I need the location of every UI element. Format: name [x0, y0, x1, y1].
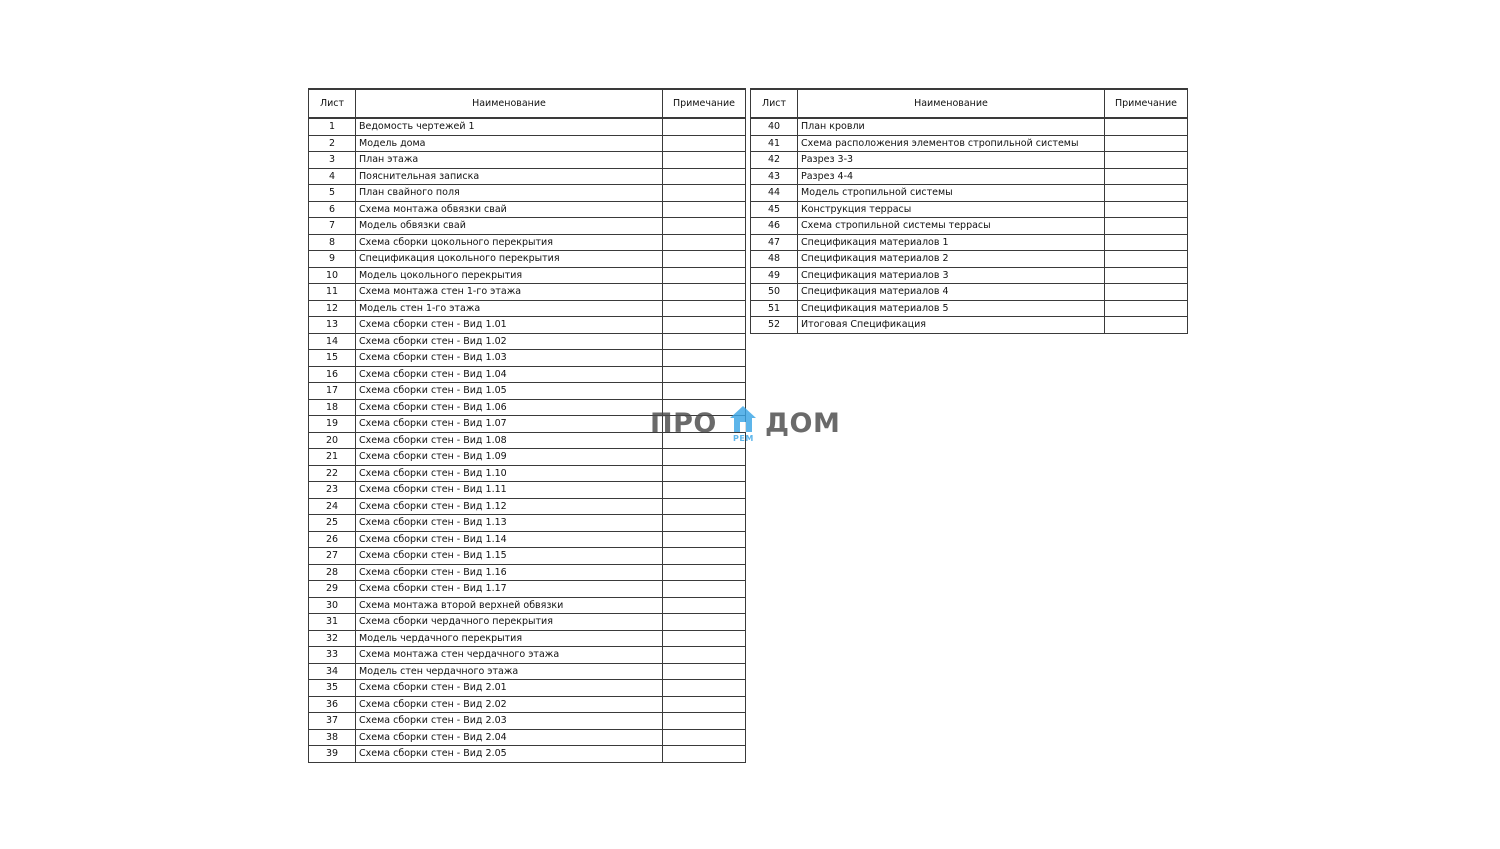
sheet-note-cell: [1105, 118, 1188, 135]
sheet-name-cell: Модель обвязки свай: [356, 218, 663, 235]
table-row: [309, 581, 746, 598]
sheet-number-cell: 43: [751, 168, 798, 185]
table-row: [309, 152, 746, 169]
sheet-note-cell: [1105, 168, 1188, 185]
sheet-name-cell: Схема сборки стен - Вид 1.09: [356, 449, 663, 466]
table-row: [309, 597, 746, 614]
sheet-name-cell: Схема сборки стен - Вид 1.06: [356, 399, 663, 416]
table-header-row: [309, 89, 746, 118]
sheet-note-cell: [663, 284, 746, 301]
header-name: Наименование: [798, 89, 1105, 118]
sheet-name-cell: Схема сборки стен - Вид 2.04: [356, 729, 663, 746]
sheet-number-cell: 31: [309, 614, 356, 631]
sheet-number-cell: 30: [309, 597, 356, 614]
sheet-note-cell: [663, 118, 746, 135]
sheet-name-cell: Схема расположения элементов стропильной системы: [798, 135, 1105, 152]
sheet-number-cell: 3: [309, 152, 356, 169]
sheet-number-cell: 4: [309, 168, 356, 185]
table-row: [309, 267, 746, 284]
sheet-number-cell: 25: [309, 515, 356, 532]
sheet-number-cell: 47: [751, 234, 798, 251]
sheet-note-cell: [663, 515, 746, 532]
sheet-number-cell: 1: [309, 118, 356, 135]
table-row: [751, 300, 1188, 317]
table-row: [309, 234, 746, 251]
sheet-number-cell: 42: [751, 152, 798, 169]
sheet-number-cell: 36: [309, 696, 356, 713]
sheet-number-cell: 48: [751, 251, 798, 268]
sheet-note-cell: [1105, 234, 1188, 251]
sheet-note-cell: [663, 350, 746, 367]
sheet-number-cell: 10: [309, 267, 356, 284]
sheet-name-cell: Схема сборки стен - Вид 1.03: [356, 350, 663, 367]
header-note: Примечание: [663, 89, 746, 118]
sheet-name-cell: Схема сборки стен - Вид 1.15: [356, 548, 663, 565]
sheet-name-cell: Схема сборки цокольного перекрытия: [356, 234, 663, 251]
sheet-number-cell: 6: [309, 201, 356, 218]
header-note: Примечание: [1105, 89, 1188, 118]
sheet-number-cell: 17: [309, 383, 356, 400]
table-row: [751, 251, 1188, 268]
sheet-note-cell: [663, 713, 746, 730]
table-row: [309, 531, 746, 548]
sheet-number-cell: 5: [309, 185, 356, 202]
sheet-note-cell: [663, 218, 746, 235]
table-row: [751, 118, 1188, 135]
sheet-number-cell: 27: [309, 548, 356, 565]
table-row: [309, 317, 746, 334]
sheet-name-cell: Спецификация материалов 3: [798, 267, 1105, 284]
table-row: [309, 515, 746, 532]
sheet-number-cell: 8: [309, 234, 356, 251]
watermark-right-text: ДОМ: [765, 408, 841, 439]
sheet-number-cell: 22: [309, 465, 356, 482]
sheet-number-cell: 11: [309, 284, 356, 301]
sheet-name-cell: Схема сборки стен - Вид 1.13: [356, 515, 663, 532]
sheet-number-cell: 37: [309, 713, 356, 730]
sheet-note-cell: [663, 333, 746, 350]
sheet-name-cell: Спецификация цокольного перекрытия: [356, 251, 663, 268]
table-row: [309, 696, 746, 713]
sheet-name-cell: Спецификация материалов 2: [798, 251, 1105, 268]
drawing-list-table-right: [750, 88, 1188, 334]
sheet-note-cell: [663, 267, 746, 284]
sheet-name-cell: Модель стен 1-го этажа: [356, 300, 663, 317]
sheet-note-cell: [663, 680, 746, 697]
table-row: [309, 746, 746, 763]
sheet-name-cell: Схема сборки стен - Вид 1.04: [356, 366, 663, 383]
watermark-sub-text: РЕМ: [733, 434, 754, 443]
sheet-note-cell: [663, 383, 746, 400]
sheet-name-cell: Модель дома: [356, 135, 663, 152]
table-row: [309, 713, 746, 730]
sheet-name-cell: Модель цокольного перекрытия: [356, 267, 663, 284]
sheet-note-cell: [663, 498, 746, 515]
sheet-note-cell: [1105, 317, 1188, 334]
sheet-name-cell: Схема монтажа стен чердачного этажа: [356, 647, 663, 664]
table-row: [751, 135, 1188, 152]
sheet-note-cell: [663, 531, 746, 548]
table-row: [309, 680, 746, 697]
sheet-number-cell: 32: [309, 630, 356, 647]
sheet-number-cell: 28: [309, 564, 356, 581]
sheet-name-cell: Схема сборки стен - Вид 1.01: [356, 317, 663, 334]
sheet-number-cell: 24: [309, 498, 356, 515]
sheet-number-cell: 39: [309, 746, 356, 763]
sheet-note-cell: [663, 300, 746, 317]
sheet-name-cell: План кровли: [798, 118, 1105, 135]
table-row: [751, 284, 1188, 301]
sheet-name-cell: Схема сборки стен - Вид 2.01: [356, 680, 663, 697]
table-row: [309, 383, 746, 400]
sheet-number-cell: 26: [309, 531, 356, 548]
sheet-number-cell: 51: [751, 300, 798, 317]
sheet-note-cell: [663, 234, 746, 251]
table-row: [751, 201, 1188, 218]
sheet-number-cell: 35: [309, 680, 356, 697]
table-row: [751, 168, 1188, 185]
sheet-note-cell: [663, 152, 746, 169]
sheet-name-cell: Схема монтажа обвязки свай: [356, 201, 663, 218]
table-row: [309, 465, 746, 482]
sheet-number-cell: 50: [751, 284, 798, 301]
sheet-name-cell: Разрез 4-4: [798, 168, 1105, 185]
sheet-number-cell: 15: [309, 350, 356, 367]
table-row: [309, 614, 746, 631]
sheet-name-cell: Схема сборки стен - Вид 1.07: [356, 416, 663, 433]
sheet-name-cell: Схема сборки стен - Вид 1.10: [356, 465, 663, 482]
sheet-note-cell: [663, 251, 746, 268]
sheet-name-cell: Конструкция террасы: [798, 201, 1105, 218]
sheet-note-cell: [663, 696, 746, 713]
table-row: [751, 234, 1188, 251]
sheet-name-cell: План свайного поля: [356, 185, 663, 202]
sheet-number-cell: 29: [309, 581, 356, 598]
sheet-number-cell: 52: [751, 317, 798, 334]
sheet-note-cell: [1105, 135, 1188, 152]
sheet-number-cell: 49: [751, 267, 798, 284]
table-row: [309, 300, 746, 317]
sheet-number-cell: 41: [751, 135, 798, 152]
sheet-note-cell: [663, 630, 746, 647]
sheet-name-cell: Модель чердачного перекрытия: [356, 630, 663, 647]
sheet-name-cell: Ведомость чертежей 1: [356, 118, 663, 135]
sheet-note-cell: [1105, 284, 1188, 301]
sheet-number-cell: 16: [309, 366, 356, 383]
table-header-row: [751, 89, 1188, 118]
sheet-number-cell: 14: [309, 333, 356, 350]
sheet-note-cell: [663, 482, 746, 499]
sheet-note-cell: [663, 366, 746, 383]
sheet-name-cell: Схема сборки стен - Вид 1.17: [356, 581, 663, 598]
sheet-note-cell: [663, 564, 746, 581]
sheet-name-cell: Модель стен чердачного этажа: [356, 663, 663, 680]
sheet-name-cell: Спецификация материалов 5: [798, 300, 1105, 317]
sheet-number-cell: 33: [309, 647, 356, 664]
sheet-note-cell: [663, 647, 746, 664]
sheet-note-cell: [663, 201, 746, 218]
sheet-note-cell: [663, 185, 746, 202]
sheet-note-cell: [663, 581, 746, 598]
table-row: [309, 663, 746, 680]
table-row: [309, 251, 746, 268]
sheet-note-cell: [663, 597, 746, 614]
sheet-number-cell: 46: [751, 218, 798, 235]
sheet-name-cell: Схема сборки стен - Вид 1.12: [356, 498, 663, 515]
table-body-right: [751, 118, 1188, 333]
sheet-number-cell: 18: [309, 399, 356, 416]
sheet-name-cell: Схема сборки стен - Вид 1.05: [356, 383, 663, 400]
sheet-name-cell: Модель стропильной системы: [798, 185, 1105, 202]
sheet-name-cell: Схема стропильной системы террасы: [798, 218, 1105, 235]
sheet-note-cell: [1105, 251, 1188, 268]
sheet-name-cell: Разрез 3-3: [798, 152, 1105, 169]
table-row: [309, 729, 746, 746]
sheet-name-cell: Схема сборки стен - Вид 2.02: [356, 696, 663, 713]
table-row: [751, 185, 1188, 202]
table-row: [309, 185, 746, 202]
table-row: [309, 548, 746, 565]
sheet-name-cell: Схема сборки стен - Вид 2.03: [356, 713, 663, 730]
sheet-note-cell: [663, 449, 746, 466]
sheet-name-cell: Итоговая Спецификация: [798, 317, 1105, 334]
sheet-note-cell: [1105, 185, 1188, 202]
sheet-name-cell: Схема сборки стен - Вид 2.05: [356, 746, 663, 763]
sheet-note-cell: [663, 135, 746, 152]
sheet-number-cell: 23: [309, 482, 356, 499]
sheet-name-cell: Схема монтажа второй верхней обвязки: [356, 597, 663, 614]
sheet-name-cell: Схема сборки стен - Вид 1.02: [356, 333, 663, 350]
sheet-note-cell: [1105, 201, 1188, 218]
sheet-number-cell: 40: [751, 118, 798, 135]
sheet-name-cell: Спецификация материалов 4: [798, 284, 1105, 301]
header-sheet: Лист: [309, 89, 356, 118]
sheet-number-cell: 20: [309, 432, 356, 449]
sheet-number-cell: 13: [309, 317, 356, 334]
sheet-note-cell: [663, 614, 746, 631]
sheet-number-cell: 45: [751, 201, 798, 218]
sheet-number-cell: 34: [309, 663, 356, 680]
header-name: Наименование: [356, 89, 663, 118]
sheet-name-cell: Схема сборки стен - Вид 1.08: [356, 432, 663, 449]
sheet-note-cell: [663, 663, 746, 680]
table-row: [751, 267, 1188, 284]
sheet-note-cell: [1105, 267, 1188, 284]
sheet-name-cell: Схема сборки стен - Вид 1.11: [356, 482, 663, 499]
header-sheet: Лист: [751, 89, 798, 118]
sheet-note-cell: [1105, 218, 1188, 235]
watermark-left-text: ПРО: [650, 408, 717, 439]
sheet-name-cell: Схема монтажа стен 1-го этажа: [356, 284, 663, 301]
table-row: [751, 152, 1188, 169]
table-row: [309, 482, 746, 499]
sheet-name-cell: Схема сборки стен - Вид 1.16: [356, 564, 663, 581]
table-row: [751, 218, 1188, 235]
sheet-name-cell: Пояснительная записка: [356, 168, 663, 185]
sheet-name-cell: Схема сборки стен - Вид 1.14: [356, 531, 663, 548]
sheet-number-cell: 38: [309, 729, 356, 746]
table-row: [309, 630, 746, 647]
sheet-number-cell: 21: [309, 449, 356, 466]
table-row: [309, 564, 746, 581]
table-row: [309, 118, 746, 135]
table-row: [309, 168, 746, 185]
sheet-note-cell: [1105, 152, 1188, 169]
sheet-number-cell: 7: [309, 218, 356, 235]
table-row: [309, 218, 746, 235]
table-row: [309, 201, 746, 218]
table-row: [309, 333, 746, 350]
sheet-note-cell: [663, 168, 746, 185]
sheet-note-cell: [663, 729, 746, 746]
sheet-name-cell: План этажа: [356, 152, 663, 169]
table-row: [309, 647, 746, 664]
sheet-name-cell: Схема сборки чердачного перекрытия: [356, 614, 663, 631]
sheet-number-cell: 2: [309, 135, 356, 152]
sheet-name-cell: Спецификация материалов 1: [798, 234, 1105, 251]
table-row: [309, 449, 746, 466]
table-row: [309, 498, 746, 515]
table-row: [751, 317, 1188, 334]
sheet-note-cell: [1105, 300, 1188, 317]
sheet-note-cell: [663, 317, 746, 334]
house-icon: [728, 404, 758, 434]
sheet-number-cell: 9: [309, 251, 356, 268]
sheet-note-cell: [663, 465, 746, 482]
sheet-number-cell: 44: [751, 185, 798, 202]
sheet-note-cell: [663, 548, 746, 565]
table-row: [309, 366, 746, 383]
sheet-note-cell: [663, 746, 746, 763]
sheet-number-cell: 12: [309, 300, 356, 317]
sheet-number-cell: 19: [309, 416, 356, 433]
watermark-logo: [650, 404, 850, 446]
table-row: [309, 135, 746, 152]
table-row: [309, 284, 746, 301]
table-row: [309, 350, 746, 367]
